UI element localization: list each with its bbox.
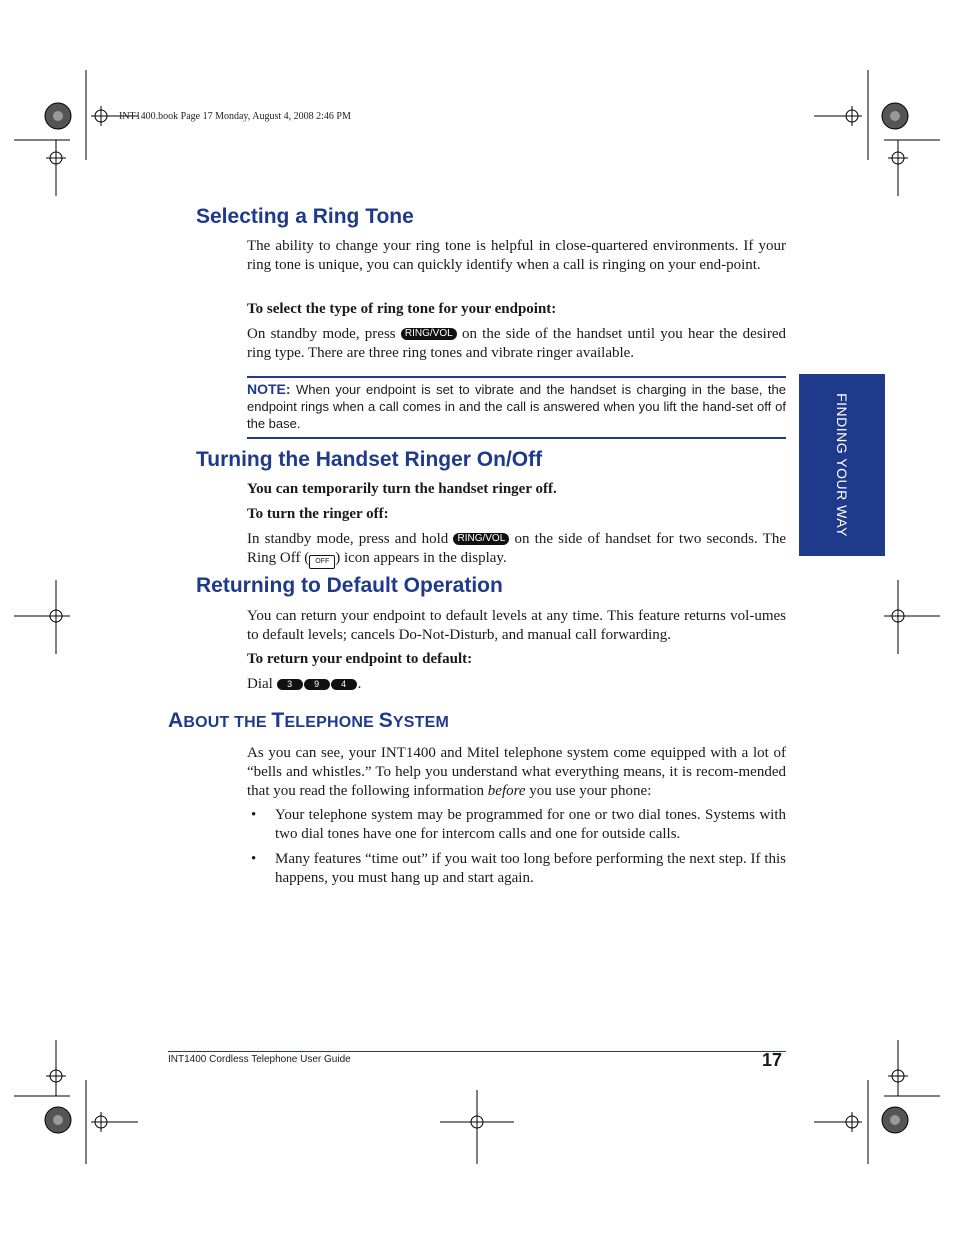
- ring-off-icon: OFF: [309, 555, 335, 569]
- heading-handset-ringer: Turning the Handset Ringer On/Off: [196, 448, 543, 471]
- heading-letter: S: [378, 709, 393, 732]
- heading-letter: T: [271, 709, 285, 732]
- paragraph-text: you use your phone:: [525, 783, 652, 799]
- dial-key-3-icon: 3: [277, 679, 303, 690]
- heading-smallcaps: ELEPHONE: [284, 714, 379, 731]
- paragraph-ring-tone-intro: The ability to change your ring tone is helpful in close-quartered environments. If your ring tone is unique, you can quickly identify when a call is ringing on your end-point.: [247, 238, 786, 273]
- heading-default-operation: Returning to Default Operation: [196, 574, 503, 597]
- dial-label: Dial: [247, 676, 273, 692]
- step-text: on the side of the handset until you hear the desired ring type. There are three ring tones and vibrate ringer available.: [247, 326, 786, 361]
- page-number: 17: [762, 1050, 783, 1070]
- ring-vol-key-icon: RING/VOL: [401, 328, 457, 340]
- heading-letter: A: [168, 709, 184, 732]
- bullet-icon: •: [251, 851, 257, 867]
- step-text: On standby mode, press: [247, 326, 396, 342]
- dial-end: .: [357, 676, 362, 692]
- dial-key-4-icon: 4: [331, 679, 357, 690]
- heading-about-telephone-system: [168, 709, 449, 733]
- list-item-text: Many features “time out” if you wait too long before performing the next step. If this happens, you must hang up and start again.: [275, 851, 786, 886]
- note-label: NOTE:: [247, 381, 291, 397]
- list-item: [247, 850, 786, 888]
- step-text: In standby mode, press and hold: [247, 531, 449, 547]
- list-item: [247, 806, 786, 844]
- ring-vol-key-icon: RING/VOL: [453, 533, 509, 545]
- bullet-icon: •: [251, 807, 257, 823]
- heading-smallcaps: BOUT THE: [183, 714, 272, 731]
- book-slug: INT1400.book Page 17 Monday, August 4, 2008 2:46 PM: [119, 111, 351, 122]
- step-text: ) icon appears in the display.: [335, 550, 507, 566]
- step-select-ring-tone: [247, 325, 786, 363]
- lead-ringer-off: You can temporarily turn the handset ringer off.: [247, 481, 557, 497]
- step-dial-default: [247, 675, 786, 694]
- paragraph-emphasis: before: [487, 783, 526, 799]
- note-text: When your endpoint is set to vibrate and the handset is charging in the base, the endpoint rings when a call comes in and the call is answered when you lift the hand-set off of the base.: [247, 382, 786, 431]
- step-text: on the side of handset for two seconds. The Ring Off (: [247, 531, 787, 566]
- paragraph-text: As you can see, your INT1400 and Mitel telephone system come equipped with a lot of “bells and whistles.” To help you understand what everything means, it is recom-mended that you read the following information: [247, 745, 786, 799]
- instruction-turn-ringer-off: To turn the ringer off:: [247, 506, 389, 522]
- footer-title: INT1400 Cordless Telephone User Guide: [168, 1054, 351, 1065]
- note-box: [247, 376, 786, 439]
- dial-key-9-icon: 9: [304, 679, 330, 690]
- paragraph-default-intro: You can return your endpoint to default levels at any time. This feature returns vol-umes to default levels; cancels Do-Not-Disturb, and manual call forwarding.: [247, 608, 786, 643]
- step-turn-ringer-off: [247, 530, 786, 569]
- list-item-text: Your telephone system may be programmed for one or two dial tones. Systems with two dial tones have one for intercom calls and one for outside calls.: [275, 807, 786, 842]
- instruction-return-default: To return your endpoint to default:: [247, 651, 473, 667]
- instruction-select-ring-tone: To select the type of ring tone for your endpoint:: [247, 301, 557, 317]
- heading-smallcaps: YSTEM: [392, 714, 450, 731]
- side-tab-label: FINDING YOUR WAY: [834, 393, 850, 537]
- footer-rule: [168, 1051, 786, 1052]
- side-tab-finding-your-way: [799, 374, 885, 556]
- paragraph-system-intro: [247, 744, 786, 801]
- heading-selecting-ring-tone: Selecting a Ring Tone: [196, 205, 414, 228]
